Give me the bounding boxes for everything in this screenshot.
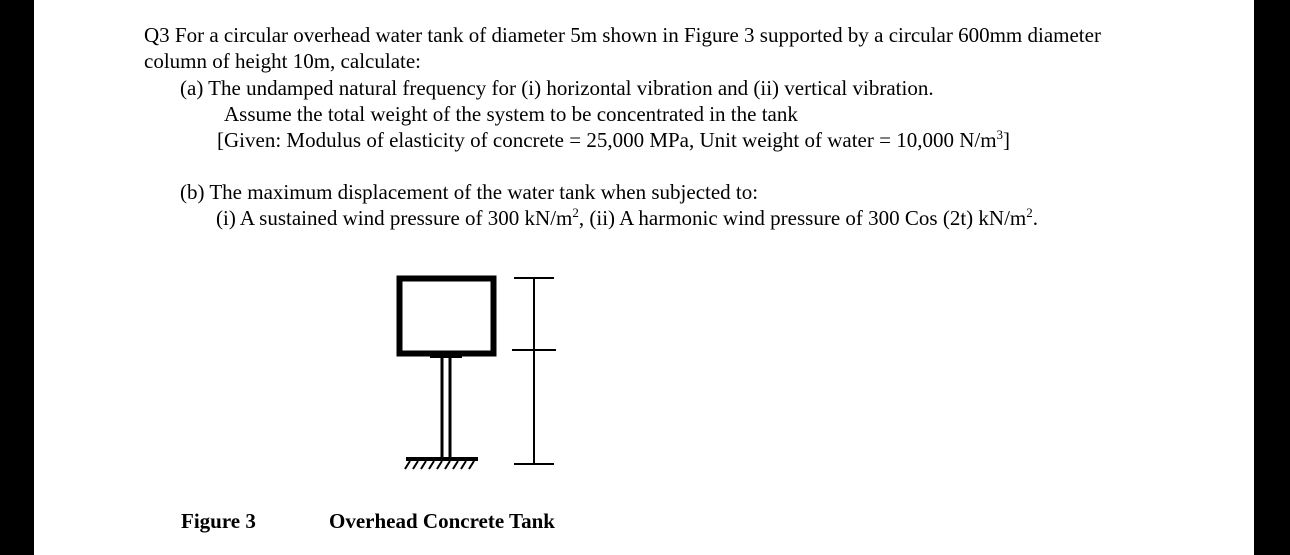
figure-label: Figure 3 xyxy=(181,509,256,533)
part-b-sup-2: 2 xyxy=(1026,205,1033,220)
part-b-sup-1: 2 xyxy=(572,205,579,220)
document-page xyxy=(34,0,1254,555)
part-b-line-1: (b) The maximum displacement of the water tank when subjected to: xyxy=(180,180,759,204)
tank-figure xyxy=(364,270,564,480)
question-line-1: Q3 For a circular overhead water tank of diameter 5m shown in Figure 3 supported by a circular 600mm diameter xyxy=(144,23,1101,47)
part-a-line-1: (a) The undamped natural frequency for (i) horizontal vibration and (ii) vertical vibration. xyxy=(180,76,934,100)
part-b-text-2: , (ii) A harmonic wind pressure of 300 Cos (2t) kN/m xyxy=(578,206,1027,230)
part-a-line-2: Assume the total weight of the system to be concentrated in the tank xyxy=(224,102,798,126)
question-line-2: column of height 10m, calculate: xyxy=(144,49,421,73)
given-superscript: 3 xyxy=(996,127,1004,142)
part-b-line-2 xyxy=(216,205,1038,231)
part-b-text-3: . xyxy=(1032,206,1038,230)
figure-caption: Overhead Concrete Tank xyxy=(329,509,555,533)
part-a-given xyxy=(217,127,1010,153)
ground-hatch xyxy=(405,461,474,469)
tank-box xyxy=(400,279,494,354)
given-suffix: ] xyxy=(1003,128,1011,152)
part-b-text-1: (i) A sustained wind pressure of 300 kN/m xyxy=(216,206,573,230)
given-text: [Given: Modulus of elasticity of concrete = 25,000 MPa, Unit weight of water = 10,000 N/m xyxy=(217,128,997,152)
